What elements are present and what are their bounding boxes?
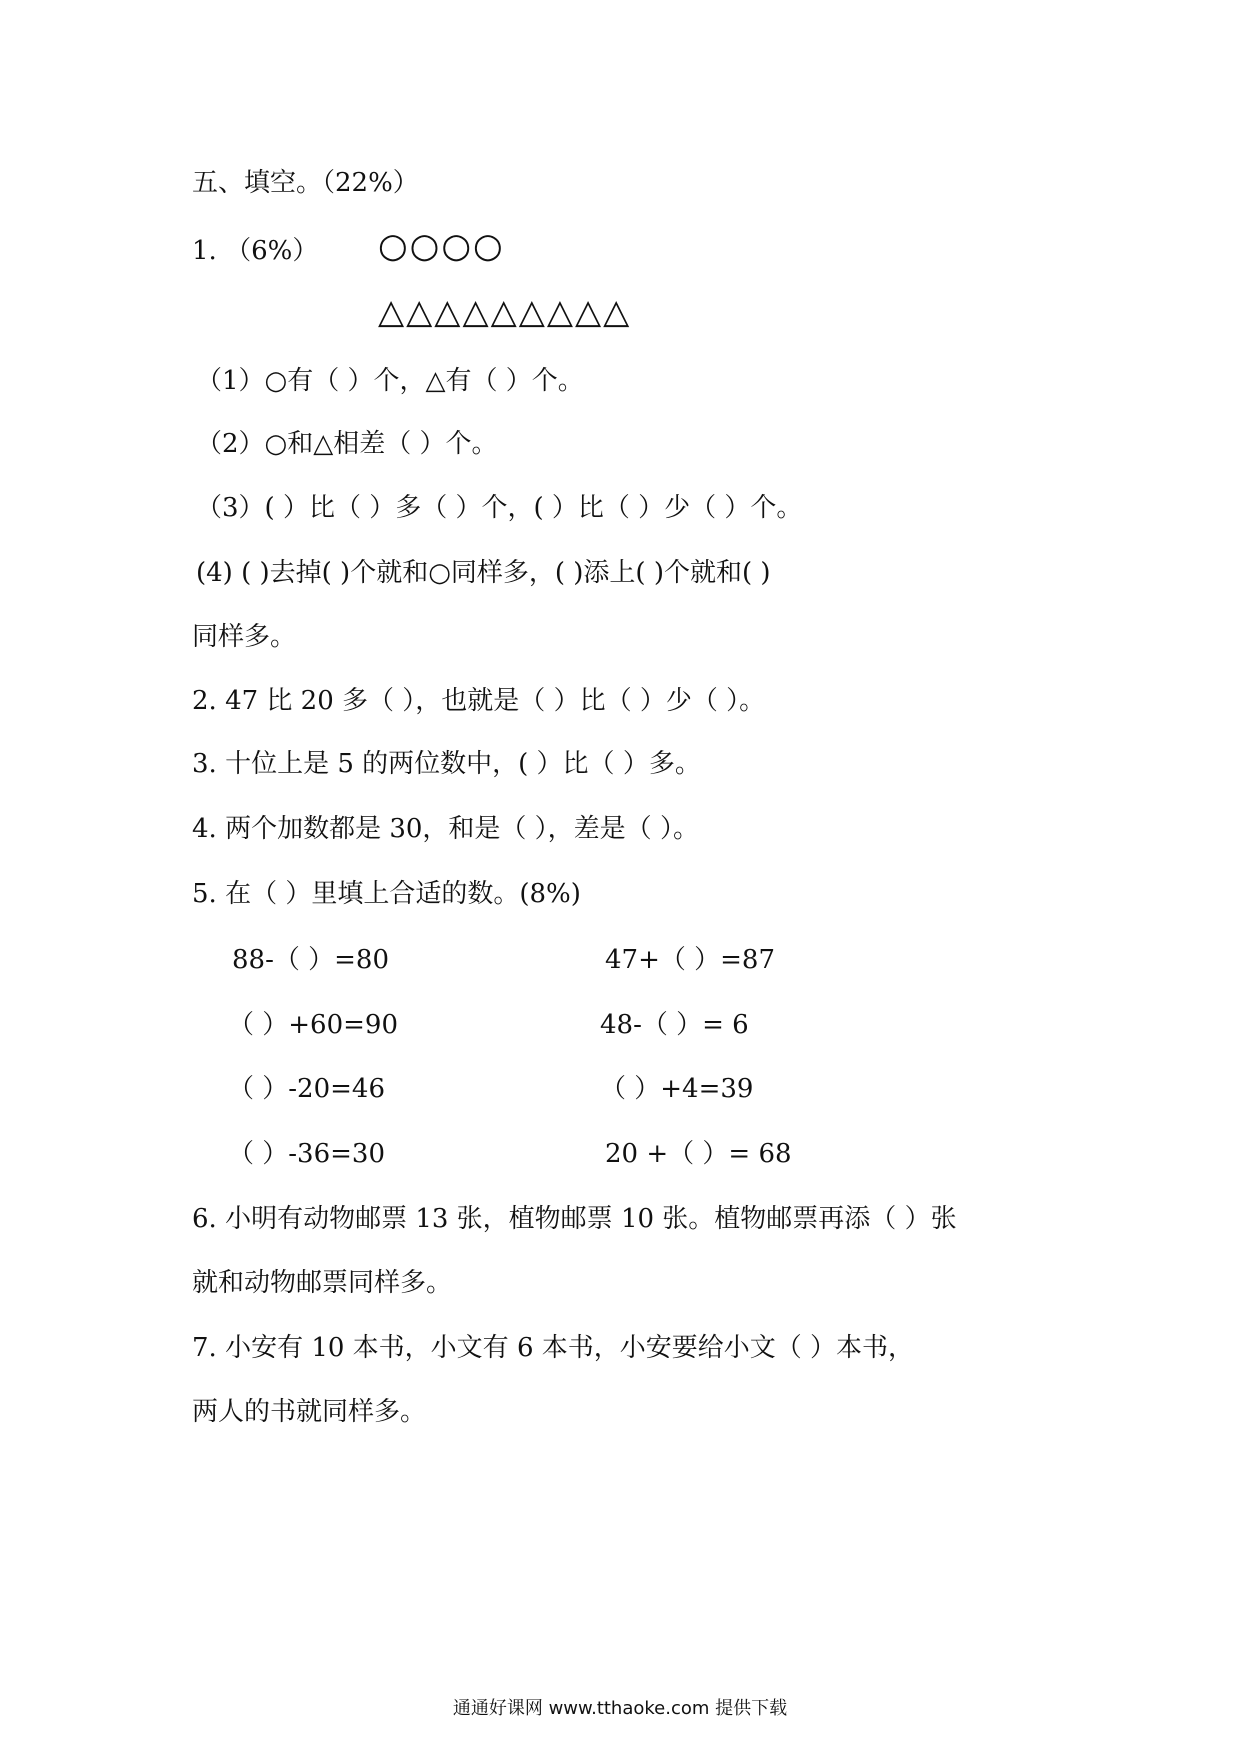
circles-row: ○○○○: [378, 226, 505, 266]
equation: 88-（ ）=80: [232, 945, 390, 975]
equation: （ ）-36=30: [228, 1139, 386, 1169]
equation: 20 +（ ）= 68: [605, 1139, 792, 1169]
footer-credit: 通通好课网 www.tthaoke.com 提供下载: [452, 1698, 788, 1719]
question-3: 3. 十位上是 5 的两位数中，( ）比（ ）多。: [192, 749, 701, 779]
question-1-sub3: （3）( ）比（ ）多（ ）个，( ）比（ ）少（ ）个。: [196, 493, 803, 523]
section-title: 五、填空。（22%）: [192, 168, 419, 198]
equation: 47+（ ）=87: [605, 945, 776, 975]
question-7-line1: 7. 小安有 10 本书，小文有 6 本书，小安要给小文（ ）本书，: [192, 1333, 915, 1363]
question-1-sub1: （1）○有（ ）个，△有（ ）个。: [196, 366, 584, 396]
question-4: 4. 两个加数都是 30，和是（ ），差是（ ）。: [192, 814, 699, 844]
equation: （ ）+60=90: [228, 1010, 399, 1040]
question-6-line1: 6. 小明有动物邮票 13 张，植物邮票 10 张。植物邮票再添（ ）张: [192, 1204, 957, 1234]
question-5-label: 5. 在（ ）里填上合适的数。(8%): [192, 879, 581, 909]
question-1-sub2: （2）○和△相差（ ）个。: [196, 429, 498, 459]
question-6-line2: 就和动物邮票同样多。: [192, 1268, 453, 1298]
triangles-row: △△△△△△△△△: [378, 292, 632, 332]
question-1-label: 1. （6%）: [192, 236, 319, 266]
question-2: 2. 47 比 20 多（ ），也就是（ ）比（ ）少（ ）。: [192, 686, 766, 716]
equation: （ ）+4=39: [600, 1074, 754, 1104]
equation: 48-（ ）= 6: [600, 1010, 749, 1040]
question-1-sub4-line2: 同样多。: [192, 622, 297, 652]
equation: （ ）-20=46: [228, 1074, 386, 1104]
question-1-sub4-line1: (4) ( )去掉( )个就和○同样多，( )添上( )个就和( ): [196, 558, 771, 588]
question-7-line2: 两人的书就同样多。: [192, 1397, 427, 1427]
